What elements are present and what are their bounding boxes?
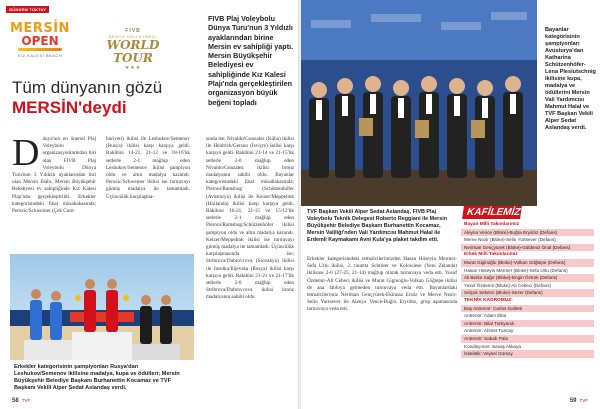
intro-paragraph: FIVB Plaj Voleybolu Dünya Turu'nun 3 Yıldızlı ayaklarından birine Mersin ev sahipliği yaptı. Mersin Büyükşehir Belediyesi ev sahipliğinde Kız Kalesi Plajı'nda gerçekleştirilen organizasyon büyük beğeni topladı: [208, 14, 294, 107]
ceremony-photo: [301, 0, 537, 206]
star-icons: ★★★: [124, 65, 142, 71]
roster-heading: Bayan Milli Takımlarımız: [464, 222, 520, 227]
roster-row: Hasan Hüseyin Mermer (Bloke)-Sefa Urlu (Defans): [464, 267, 568, 273]
right-page: [301, 0, 600, 409]
roster-row: Antrenör: Ahmet Tuncay: [464, 328, 514, 334]
page-number-right: [570, 398, 588, 404]
roster-row: Antrenör: Sabah Pala: [461, 335, 594, 343]
logo-fivb-line1: FIVB: [125, 28, 141, 34]
roster-row: Antrenör: Bilal Türkyandı: [461, 320, 594, 328]
body-column-1: [12, 132, 96, 215]
folio-brand: TVF: [579, 398, 588, 403]
section-tag: GÜNDEM TOKTAY: [6, 6, 49, 13]
page-number: 59: [569, 398, 577, 404]
roster-heading: Erkek Milli Takımlarımız: [464, 252, 518, 258]
roster-heading: TEKNİK KADROMUZ:: [464, 297, 513, 303]
roster-row: Neriman Gençyürek (Bloke)-Güldeniz Önal (Defans): [461, 244, 594, 252]
men-podium-photo: [10, 254, 194, 360]
team-roster-box: [461, 206, 594, 358]
side-photo-caption: Bayanlar kategorisinin şampiyonları Avusturya'dan Katharina Schützenhöfer-Lena Plesiutschnig ikilisine kupa, madalya ve ödüllerini Mersin Vali Yardımcısı Mahmut Halal ve TVF Başkan Vekili Alper Sedat Aslandaş verdi.: [545, 27, 596, 131]
headline-line1: Tüm dünyanın gözü: [12, 78, 163, 97]
roster-row: Aleyna Vence (Bloke)-Buğra Eryıldız (Defans): [461, 229, 594, 237]
left-page: [0, 0, 299, 409]
roster-row: Yusuf Özdemir (Bloke)-Ali Cebeci (Defans): [464, 282, 552, 288]
left-photo-caption: Erkekler kategorisinin şampiyonları Rusya'dan Leshukov/Semenov ikilisine madalya, kupa ve ödülleri; Mersin Büyükşehir Belediye Başkanı Burhanettin Kocamaz ve TVF Başkanı Vekili Alper Sedat Aslandaş verdi.: [14, 364, 180, 391]
drop-cap: D: [12, 132, 40, 174]
logo-mersin-line2: OPEN: [21, 34, 59, 48]
page-number-left: [12, 398, 30, 404]
roster-row: Baş Antrenör: Carlos Galletti: [461, 305, 594, 313]
roster-row: Antrenör: Adam Ellal: [464, 313, 506, 319]
mersin-open-logo: [10, 22, 70, 58]
logo-fivb-line2: BEACH VOLLEYBALL: [108, 34, 158, 39]
roster-row: İstatistik: Veysel Gürsoy: [461, 350, 594, 358]
body-column-3: sında ise; Nivaldo/Gonzalez (Küba) ikilisi ile Heidrich/Gerson (İsviçre) ikilisi karşı karşıya geldi. Rakibini 21-14 ve 21-15'lik setlerle 2-0 mağlup eden Nivaldo/Gonzalez ikilisi bronz madalyanın sahibi oldu. Bayanlar kategorisindeki final müsabakasında; Pieroni/Ramsbog (Schützenhöfer (Avusturya) ikilisi ile Keizer/Meppelink (Hollanda) ikilisi karşı karşıya geldi. Rakibini 16-21, 21-15 ve 15-12'lik setlerle 2-1 mağlup eden Pieroni/Ramsbog/Schützenhöfer ikilisi şampiyon oldu ve altın madalya kazandı. Keizer/Meppelink ikilisi ise turnuvayı gümüş madalya ile tamamladı. Üçüncülük karşılaşmasında ise; Stribrova/Dubrovcova (Slovakya) ikilisi ile Jasolka/Ilijevska (Rusya) ikilisi karşı karşıya geldi. Rakibini 21-21 ve 21-17'lik setlerle 2-0 mağlup eden Stribrova/Dubrovcova ikilisi bronz madalyanın sahibi oldu.: [206, 136, 294, 301]
body-column-2: huriyeti) ikilisi ile Leshukov/Semenov (Rusya) ikilisi karşı karşıya geldi. Rakibini 14-21, 21-12 ve 18-16'lık setlerle 2-1 mağlup eden Leshukov/Semenov ikilisi şampiyon oldu ve altın madalya kazandı. Perusic/Schweiner ikilisi ise turnuvayı gümüş madalya ile tamamladı. Üçüncülük karşılaşma-: [106, 136, 190, 200]
roster-row: Ali Berke Sağır (Bloke)-Engin Öztürk (Defans): [461, 274, 594, 282]
roster-row: Murat Giginoğlu (Bloke)-Volkan Göğtepe (Defans): [461, 259, 594, 267]
roster-row: Kondisyoner: Savaş Akkaya: [464, 343, 521, 349]
podium-photo-illustration: [10, 254, 194, 360]
right-body-column: Erkekler kategorisindeki temsilcilerimizden Hasan Hüseyin Mermer-Sefa Urlu ikilisi, 2. rauntta Schröter ve Kolowiese (Yeni Zelanda) ikilisine 2-0 (27-25, 21-14) mağlup olarak turnuvaya veda etti. Yusuf Özdemir-Ali Cebeci ikilisi ve Murat Giginoğlu-Volkan Göğtepe ikilisi de ana tabloya gelmeden turnuvaya veda etti. Bayanlardaki temsilcilerimiz Neriman Gençyürek-Ekinnaz Ersöz ve Merve Nezir-Selin Yurtsever ile Alenya Vence-Buğra Eryıldız, grup aşamasında turnuvaya veda etti.: [307, 256, 457, 313]
roster-list: [461, 221, 594, 358]
logo-fivb-line3: WORLD TOUR: [106, 38, 160, 65]
page-number: 58: [12, 398, 19, 404]
logo-mersin-line1: MERSİN: [10, 21, 70, 36]
roster-row: Selçuk Sekerci (Bloke)-Sezer (Defans): [461, 289, 594, 297]
logo-mersin-line3: KIZ KALESİ BEACH: [17, 53, 63, 58]
right-photo-caption: TVF Başkan Vekili Alper Sedat Aslandaş, FIVB Plaj Voleybolu Teknik Delegesi Roberto Reggiani ile Mersin Büyükşehir Belediye Başkanı Burhanettin Kocamaz, Mersin Valiliği'nden Vali Yardımcısı Mahmut Halal ile Erdemli Kaymakamı Avni Kula'ya plaket takdim etti.: [307, 209, 447, 243]
body-column-1-text: ünya'nın en önemli Plaj Voleybolu organizasyonlarından biri olan FIVB Plaj Voleybolu Dünya Turu'nun 3 Yıldızlı ayaklarından biri olan Mersin Etabı, Mersin Büyükşehir Belediyesi ev sahipliğinde Kız Kalesi Plajı'nda gerçekleştirildi. Erkekler kategorisindeki final müsabakasında; Perusic/Schweiner (Çek Cum-: [12, 136, 96, 215]
ceremony-photo-illustration: [301, 0, 537, 206]
fivb-world-tour-logo: [90, 28, 176, 71]
folio-brand: TVF: [21, 398, 31, 403]
wave-icon: [18, 48, 62, 51]
headline: [12, 78, 192, 117]
roster-title: KAFİLEMİZ:: [462, 206, 522, 219]
roster-row: Merve Nezir (Bloke)-Selin Yurtsever (Defans): [464, 237, 556, 243]
headline-line2: MERSİN'deydi: [12, 98, 127, 117]
